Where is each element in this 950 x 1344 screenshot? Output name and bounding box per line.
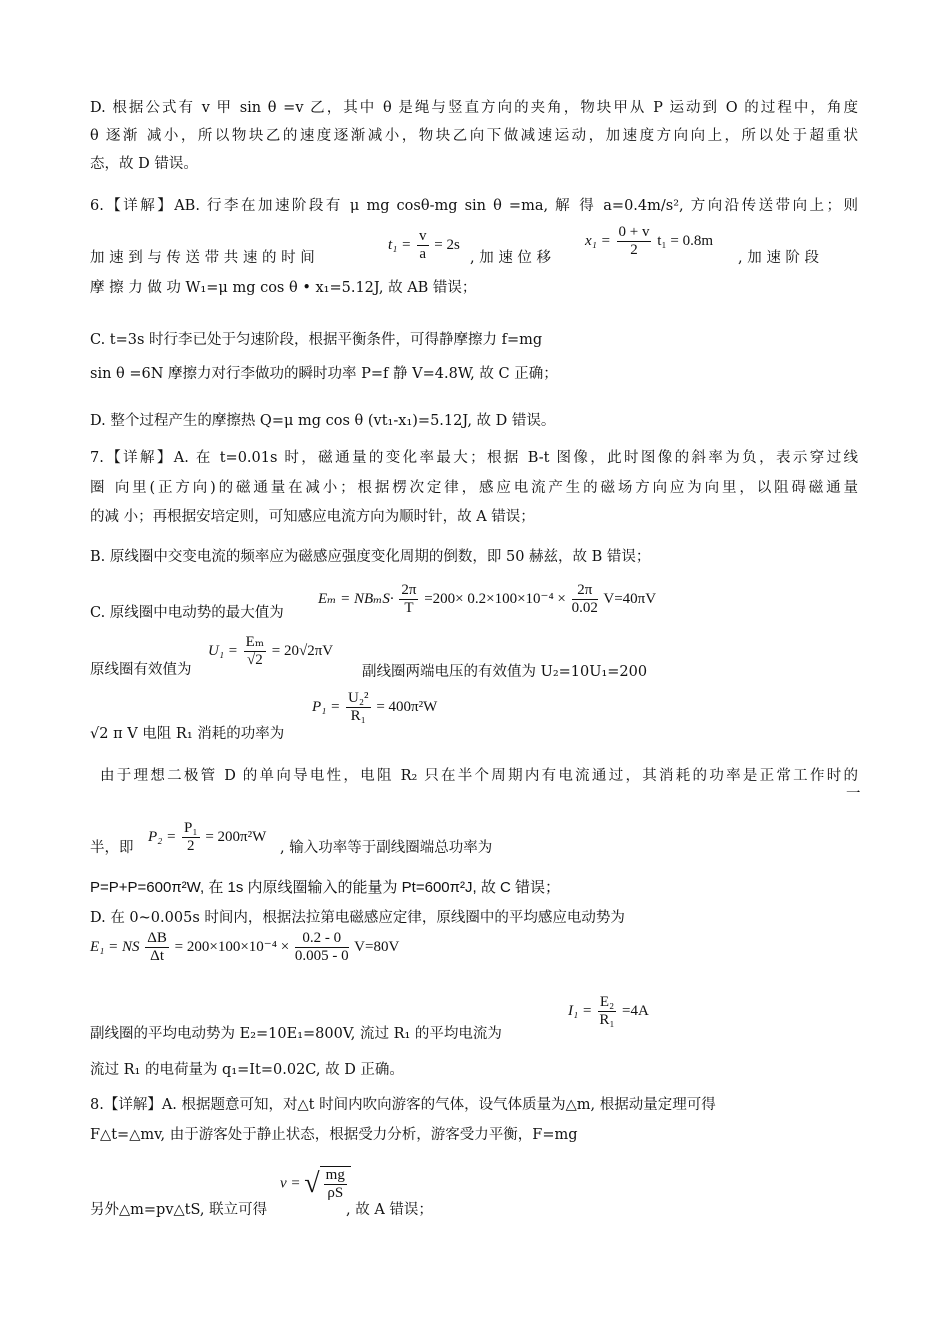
text-line: 一 bbox=[846, 786, 861, 802]
text-line: sin θ =6N 摩擦力对行李做功的瞬时功率 P=f 静 V=4.8W, 故 C 正确； bbox=[90, 366, 558, 382]
text-line: 加 速 到 与 传 送 带 共 速 的 时 间 bbox=[90, 250, 315, 266]
text-line: 原线圈有效值为 bbox=[90, 662, 192, 678]
text-line: 流过 R₁ 的电荷量为 q₁=It=0.02C, 故 D 正确。 bbox=[90, 1062, 404, 1078]
text-line: 半，即 bbox=[90, 840, 134, 856]
text-line: θ 逐渐 减小，所以物块乙的速度逐渐减小，物块乙向下做减速运动，加速度方向向上，所以处于超重状 bbox=[90, 128, 858, 144]
text-line: 圈 向里(正方向)的磁通量在减小；根据楞次定律，感应电流产生的磁场方向应为向里，以阻碍磁通量 bbox=[90, 480, 858, 496]
text-line: F△t=△mv, 由于游客处于静止状态，根据受力分析，游客受力平衡，F=mg bbox=[90, 1127, 578, 1143]
text-line: B. 原线圈中交变电流的频率应为磁感应强度变化周期的倒数，即 50 赫兹，故 B 错误； bbox=[90, 549, 651, 565]
text-line: , 加 速 位 移 bbox=[470, 250, 552, 266]
formula-p2: P₂ = $\frac{\text{P₁}}{2}$ = 200π²W bbox=[148, 820, 267, 854]
text-line: 由于理想二极管 D 的单向导电性，电阻 R₂ 只在半个周期内有电流通过，其消耗的功率是正常工作时的 bbox=[100, 768, 858, 784]
text-line: C. t=3s 时行李已处于匀速阶段，根据平衡条件，可得静摩擦力 f=mg bbox=[90, 332, 543, 348]
formula-x1: x₁ = $\frac{0 + v}{2}$ t₁ = 0.8m bbox=[585, 224, 713, 258]
text-line: D. 整个过程产生的摩擦热 Q=μ mg cos θ (vt₁-x₁)=5.12J, 故 D 错误。 bbox=[90, 413, 556, 429]
text-line: , 加 速 阶 段 bbox=[738, 250, 820, 266]
text-line: , 故 A 错误； bbox=[346, 1202, 433, 1218]
question-7-heading: 7.【详解】A. 在 t=0.01s 时，磁通量的变化率最大；根据 B-t 图像，此时图像的斜率为负，表示穿过线 bbox=[90, 450, 858, 466]
text-line: 副线圈的平均电动势为 E₂=10E₁=800V, 流过 R₁ 的平均电流为 bbox=[90, 1026, 502, 1042]
formula-t1: t₁ = $\frac{v}{a}$ = 2s bbox=[388, 228, 460, 262]
text-line: P=P+P=600π²W, 在 1s 内原线圈输入的能量为 Pt=600π²J, 故 C 错误； bbox=[90, 879, 560, 896]
formula-e1: E₁ = NS $\frac{\Delta B}{\Delta t}$ = 200×100×10⁻⁴ × $\frac{0.2 - 0}{0.005 - 0}$ V=80V bbox=[90, 930, 400, 964]
text-line: √2 π V 电阻 R₁ 消耗的功率为 bbox=[90, 726, 285, 742]
text-line: 的减 小；再根据安培定则，可知感应电流方向为顺时针，故 A 错误； bbox=[90, 509, 535, 525]
text-line: 副线圈两端电压的有效值为 U₂=10U₁=200 bbox=[362, 664, 648, 680]
formula-i1: I₁ = $\frac{\text{E₂}}{\text{R₁}}$ =4A bbox=[568, 994, 649, 1028]
formula-p1: P₁ = $\frac{\text{U₂²}}{\text{R₁}}$ = 400π²W bbox=[312, 690, 438, 724]
formula-em: Eₘ = NBₘS· $\frac{2\pi}{T}$ =200× 0.2×100×10⁻⁴ × $\frac{2\pi}{0.02}$ V=40πV bbox=[318, 582, 657, 616]
formula-v: v = √ $\frac{mg}{\rho S}$ bbox=[280, 1166, 351, 1202]
formula-u1: U₁ = $\frac{\text{Eₘ}}{√2}$ = 20√2πV bbox=[208, 634, 334, 668]
text-line: 摩 擦 力 做 功 W₁=μ mg cos θ • x₁=5.12J, 故 AB 错误； bbox=[90, 280, 477, 296]
text-line: C. 原线圈中电动势的最大值为 bbox=[90, 605, 284, 621]
text-line: , 输入功率等于副线圈端总功率为 bbox=[280, 840, 493, 856]
question-8-heading: 8.【详解】A. 根据题意可知，对△t 时间内吹向游客的气体，设气体质量为△m, 根据动量定理可得 bbox=[90, 1097, 716, 1113]
text-line: D. 在 0~0.005s 时间内，根据法拉第电磁感应定律，原线圈中的平均感应电动势为 bbox=[90, 910, 625, 926]
question-6-heading: 6.【详解】AB. 行李在加速阶段有 μ mg cosθ-mg sin θ =ma, 解 得 a=0.4m/s², 方向沿传送带向上；则 bbox=[90, 198, 858, 214]
text-line: 态，故 D 错误。 bbox=[90, 156, 198, 172]
text-line: D. 根据公式有 v 甲 sin θ =v 乙，其中 θ 是绳与竖直方向的夹角，物块甲从 P 运动到 O 的过程中，角度 bbox=[90, 100, 858, 116]
text-line: 另外△m=pv△tS, 联立可得 bbox=[90, 1202, 268, 1218]
